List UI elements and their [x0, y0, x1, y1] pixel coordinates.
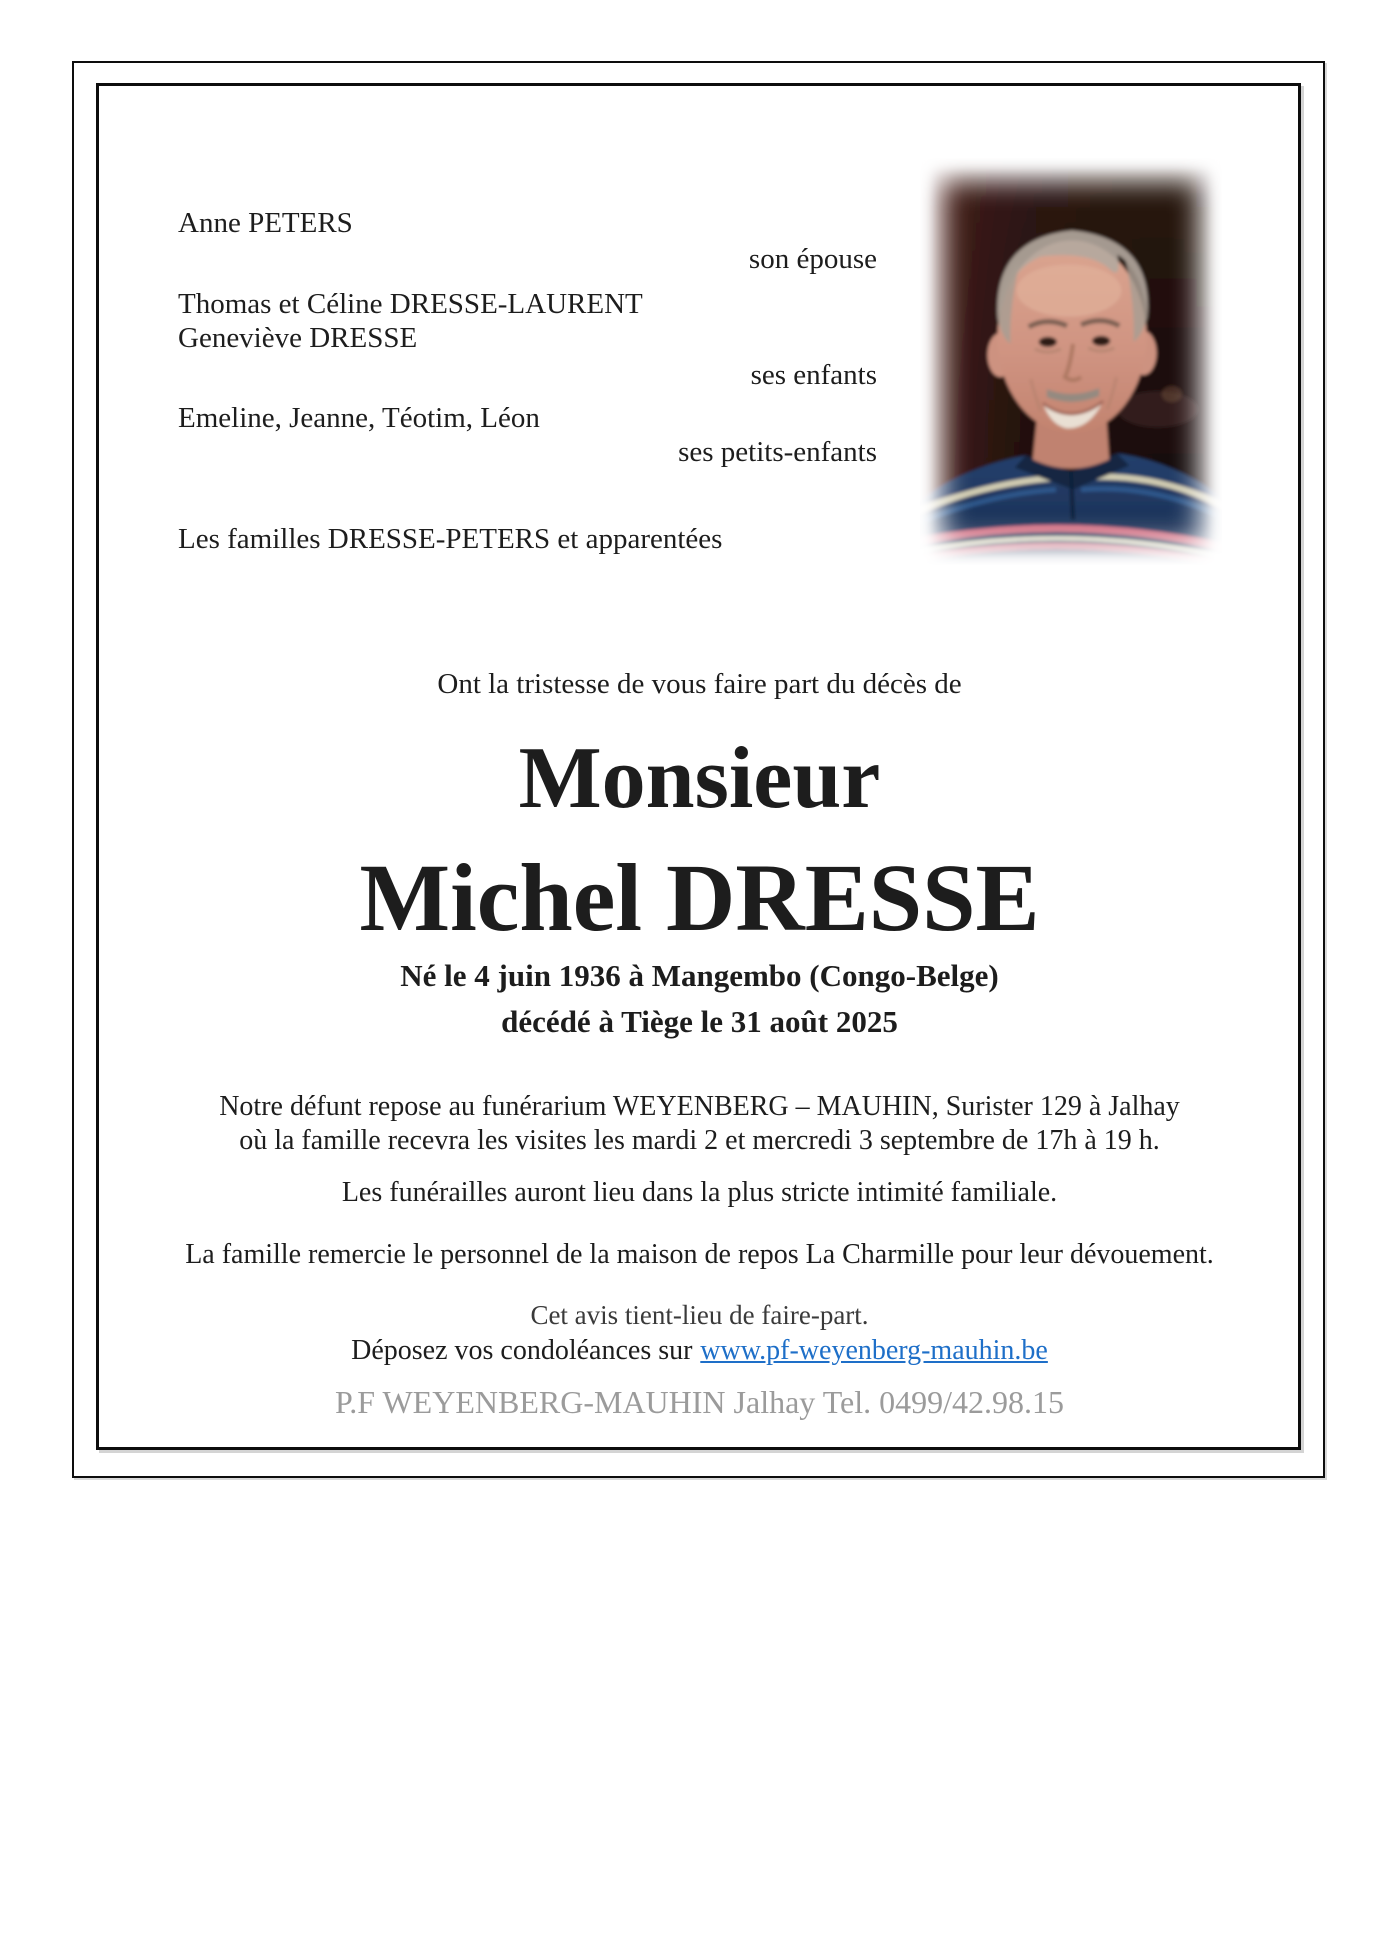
families-line: Les familles DRESSE-PETERS et apparentées: [178, 523, 723, 555]
portrait-illustration: [920, 158, 1222, 565]
deceased-name: Michel DRESSE: [359, 844, 1040, 951]
grandchildren-role-label: ses petits-enfants: [678, 436, 877, 468]
funeral-line: Les funérailles auront lieu dans la plus stricte intimité familiale.: [341, 1177, 1058, 1208]
condolences-prefix: Déposez vos condoléances sur: [351, 1335, 693, 1366]
spouse-name: Anne PETERS: [178, 207, 353, 239]
birth-line: Né le 4 juin 1936 à Mangembo (Congo-Belge): [400, 958, 999, 993]
children-names-line2: Geneviève DRESSE: [178, 322, 418, 354]
deceased-photo: [920, 158, 1222, 565]
spouse-role-label: son épouse: [748, 243, 877, 275]
repose-line-2: où la famille recevra les visites les mardi 2 et mercredi 3 septembre de 17h à 19 h.: [239, 1125, 1160, 1156]
condolences-line: [98, 1335, 1301, 1367]
repose-line-1: Notre défunt repose au funérarium WEYENBERG – MAUHIN, Surister 129 à Jalhay: [219, 1091, 1180, 1122]
notice-line: Cet avis tient-lieu de faire-part.: [530, 1300, 869, 1330]
children-role-label: ses enfants: [750, 359, 877, 391]
death-line: décédé à Tiège le 31 août 2025: [501, 1004, 898, 1039]
funeral-home-footer: P.F WEYENBERG-MAUHIN Jalhay Tel. 0499/42.98.15: [335, 1384, 1064, 1420]
civility-title: Monsieur: [518, 730, 881, 827]
condolences-link[interactable]: www.pf-weyenberg-mauhin.be: [700, 1335, 1048, 1366]
grandchildren-names: Emeline, Jeanne, Téotim, Léon: [178, 402, 540, 434]
announcement-line: Ont la tristesse de vous faire part du décès de: [437, 668, 962, 700]
children-names-line1: Thomas et Céline DRESSE-LAURENT: [178, 288, 643, 320]
thanks-line: La famille remercie le personnel de la maison de repos La Charmille pour leur dévouement.: [185, 1239, 1214, 1270]
